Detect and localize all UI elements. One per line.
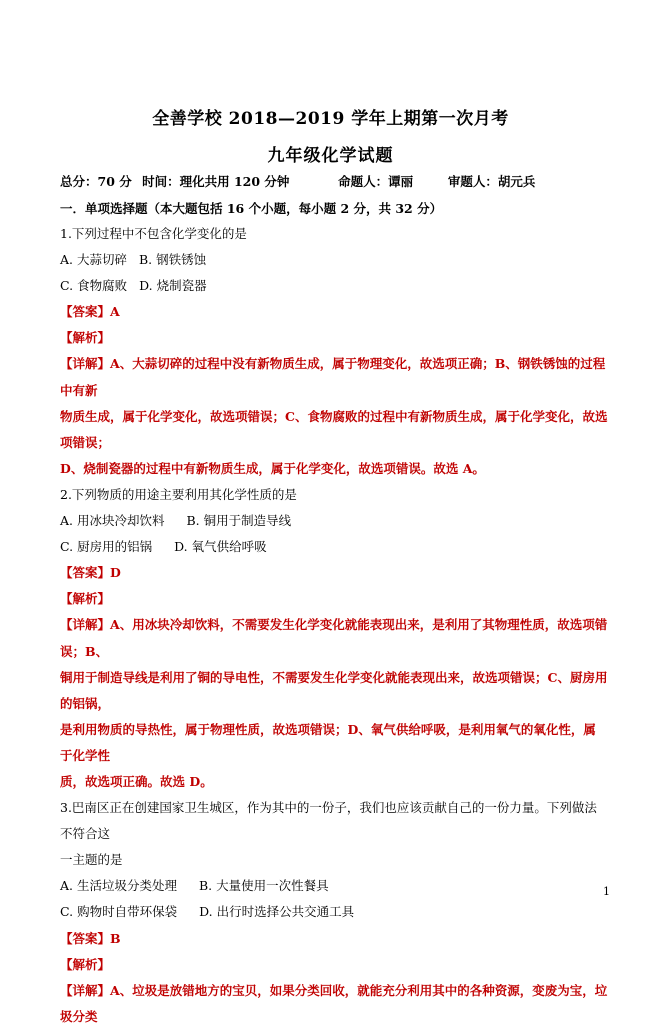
exam-author: 命题人：谭丽 [338,174,414,189]
question-2-analysis-label: 【解析】 [60,591,111,607]
option-b: B. 大量使用一次性餐具 [198,878,329,894]
question-3-options-row-2 [60,899,608,925]
exam-title: 全善学校 2018—2019 学年上期第一次月考 [152,109,509,129]
question-2-options-row-2 [60,534,608,560]
option-d: D. 出行时选择公共交通工具 [199,904,355,920]
page-number: 1 [603,885,610,898]
question-3-detail-line: 【详解】A、垃圾是放错地方的宝贝，如果分类回收，就能充分利用其中的各种资源，变废为宝，垃圾分类 [60,982,608,1024]
question-2-detail-line: 质，故选项正确。故选 D。 [60,773,213,789]
question-3-answer: 【答案】B [60,930,121,946]
question-1-analysis-label: 【解析】 [60,330,111,346]
option-b: B. 铜用于制造导线 [186,513,292,529]
question-2-options-row-1 [60,508,608,534]
question-1-detail-line: 物质生成，属于化学变化，故选项错误；C、食物腐败的过程中有新物质生成，属于化学变化，故选项错误； [60,408,608,450]
option-d: D. 氧气供给呼吸 [174,539,267,555]
question-1-options-row-2 [60,273,608,299]
question-1-options-row-1 [60,247,608,273]
total-score: 总分：70 分 [60,174,132,189]
question-2-detail-line: 【详解】A、用冰块冷却饮料，不需要发生化学变化就能表现出来，是利用了其物理性质，故选项错误；B、 [60,617,608,659]
option-d: D. 烧制瓷器 [139,278,207,294]
question-3-stem: 一主题的是 [60,852,123,868]
question-2-answer: 【答案】D [60,565,121,581]
question-1-detail-line: D、烧制瓷器的过程中有新物质生成，属于化学变化，故选项错误。故选 A。 [60,460,485,476]
exam-subtitle: 九年级化学试题 [267,146,394,166]
option-a: A. 生活垃圾分类处理 [60,878,177,894]
question-2-detail-line: 是利用物质的导热性，属于物理性质，故选项错误；D、氧气供给呼吸，是利用氧气的氧化性，属于化学性 [60,721,596,763]
exam-time: 时间：理化共用 120 分钟 [142,174,290,189]
questions-content [60,221,608,1030]
question-1-stem: 1.下列过程中不包含化学变化的是 [60,226,247,241]
question-3-stem: 3.巴南区正在创建国家卫生城区，作为其中的一份子，我们也应该贡献自己的一份力量。下列做法不符合这 [60,800,597,842]
question-3-analysis-label: 【解析】 [60,956,111,972]
exam-meta [60,172,541,190]
exam-reviewer: 审题人：胡元兵 [447,174,536,189]
question-2-stem: 2.下列物质的用途主要利用其化学性质的是 [60,486,297,502]
question-1-answer: 【答案】A [60,304,120,320]
section-heading: 一．单项选择题（本大题包括 16 个小题，每小题 2 分，共 32 分） [60,201,443,216]
option-c: C. 厨房用的铝锅 [60,539,153,555]
option-c: C. 购物时自带环保袋 [60,904,178,920]
option-a: A. 大蒜切碎 [60,252,127,268]
option-a: A. 用冰块冷却饮料 [60,513,165,529]
option-b: B. 钢铁锈蚀 [138,252,207,268]
question-2-detail-line: 铜用于制造导线是利用了铜的导电性，不需要发生化学变化就能表现出来，故选项错误；C、厨房用的铝锅， [60,669,608,711]
question-1-detail-line: 【详解】A、大蒜切碎的过程中没有新物质生成，属于物理变化，故选项正确；B、钢铁锈蚀的过程中有新 [60,356,606,398]
question-3-options-row-1 [60,873,608,899]
option-c: C. 食物腐败 [60,278,128,294]
